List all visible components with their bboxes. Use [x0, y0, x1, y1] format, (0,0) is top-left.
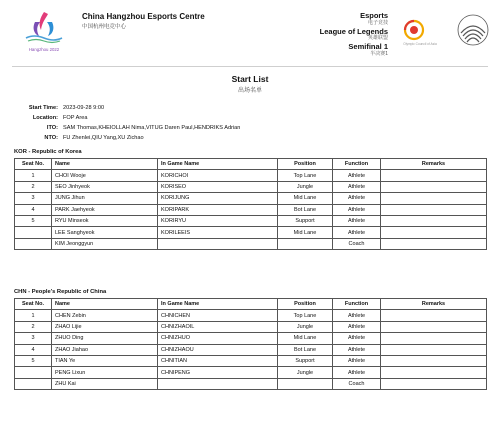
event-block: [320, 12, 388, 59]
position-cell: Bot Lane: [278, 344, 333, 355]
column-header-ign: In Game Name: [158, 159, 278, 170]
in-game-name-cell: KORILEEIS: [158, 227, 278, 238]
remarks-cell: [381, 238, 487, 249]
title-en: Start List: [231, 74, 269, 84]
name-cell: CHOI Wooje: [52, 170, 158, 181]
column-header-seat: Seat No.: [15, 159, 52, 170]
function-cell: Athlete: [333, 333, 381, 344]
seat-cell: 1: [15, 310, 52, 321]
info-value: SAM Thomas,KHEIOLLAH Nima,VITUG Daren Paul,HENDRIKS Adrian: [63, 125, 241, 131]
position-cell: [278, 238, 333, 249]
round-name-cn: 半决赛1: [370, 50, 388, 57]
name-cell: PARK Jaehyeok: [52, 204, 158, 215]
position-cell: Bot Lane: [278, 204, 333, 215]
table-row: [15, 204, 487, 215]
table-row: [15, 310, 487, 321]
sport-name: Esports: [360, 11, 388, 20]
position-cell: Jungle: [278, 367, 333, 378]
in-game-name-cell: KORIJUNG: [158, 193, 278, 204]
table-row: [15, 355, 487, 366]
in-game-name-cell: KORICHOI: [158, 170, 278, 181]
name-cell: ZHAO Lijie: [52, 321, 158, 332]
remarks-cell: [381, 333, 487, 344]
position-cell: Top Lane: [278, 310, 333, 321]
function-cell: Athlete: [333, 227, 381, 238]
name-cell: LEE Sanghyeok: [52, 227, 158, 238]
table-row: [15, 170, 487, 181]
info-value: FU Zhenlei,QIU Yang,XU Zichao: [63, 135, 144, 141]
function-cell: Athlete: [333, 321, 381, 332]
table-row: [15, 333, 487, 344]
info-label: ITO:: [46, 125, 58, 131]
in-game-name-cell: CHNICHEN: [158, 310, 278, 321]
position-cell: Mid Lane: [278, 193, 333, 204]
in-game-name-cell: CHNIZHUO: [158, 333, 278, 344]
position-cell: Jungle: [278, 181, 333, 192]
position-cell: Support: [278, 215, 333, 226]
column-header-name: Name: [52, 299, 158, 310]
position-cell: Mid Lane: [278, 333, 333, 344]
name-cell: ZHUO Ding: [52, 333, 158, 344]
table-row: [15, 378, 487, 389]
seat-cell: [15, 238, 52, 249]
sport-name-cn: 电子竞技: [367, 19, 388, 26]
info-row-location: [14, 113, 240, 123]
event-name: League of Legends: [319, 26, 388, 36]
remarks-cell: [381, 367, 487, 378]
column-header-remarks: Remarks: [381, 299, 487, 310]
venue-name-cn: 中国杭州电竞中心: [82, 24, 127, 30]
table-row: [15, 227, 487, 238]
table-row: [15, 344, 487, 355]
name-cell: KIM Jeonggyun: [52, 238, 158, 249]
table-row: [15, 215, 487, 226]
in-game-name-cell: CHNIPENG: [158, 367, 278, 378]
team-title-kor: KOR - Republic of Korea: [14, 149, 82, 155]
function-cell: Athlete: [333, 204, 381, 215]
column-header-function: Function: [333, 159, 381, 170]
in-game-name-cell: CHNITIAN: [158, 355, 278, 366]
seat-cell: 5: [15, 355, 52, 366]
remarks-cell: [381, 204, 487, 215]
team-title-chn: CHN - People's Republic of China: [14, 289, 107, 295]
name-cell: RYU Minseok: [52, 215, 158, 226]
position-cell: Jungle: [278, 321, 333, 332]
seat-cell: [15, 227, 52, 238]
table-row: [15, 181, 487, 192]
seat-cell: 3: [15, 333, 52, 344]
position-cell: Mid Lane: [278, 227, 333, 238]
olympic-council-logo: [394, 18, 446, 48]
in-game-name-cell: CHNIZHAOU: [158, 344, 278, 355]
remarks-cell: [381, 181, 487, 192]
name-cell: TIAN Ye: [52, 355, 158, 366]
column-header-position: Position: [278, 159, 333, 170]
position-cell: Top Lane: [278, 170, 333, 181]
seat-cell: 4: [15, 204, 52, 215]
info-label: Location:: [32, 115, 58, 121]
roster-table-chn: [14, 298, 487, 390]
table-row: [15, 238, 487, 249]
table-row: [15, 193, 487, 204]
function-cell: Athlete: [333, 310, 381, 321]
document-header: [0, 0, 500, 62]
position-cell: [278, 378, 333, 389]
info-label: Start Time:: [28, 105, 58, 111]
function-cell: Coach: [333, 238, 381, 249]
table-row: [15, 367, 487, 378]
in-game-name-cell: [158, 238, 278, 249]
remarks-cell: [381, 170, 487, 181]
header-divider: [12, 66, 488, 67]
in-game-name-cell: KORIPARK: [158, 204, 278, 215]
seat-cell: 1: [15, 170, 52, 181]
table-row: [15, 321, 487, 332]
column-header-function: Function: [333, 299, 381, 310]
column-header-remarks: Remarks: [381, 159, 487, 170]
seat-cell: 2: [15, 321, 52, 332]
roster-body: [15, 310, 487, 390]
seat-cell: 3: [15, 193, 52, 204]
remarks-cell: [381, 227, 487, 238]
svg-text:Olympic Council of Asia: Olympic Council of Asia: [403, 42, 437, 46]
asian-games-logo: [14, 8, 74, 54]
remarks-cell: [381, 215, 487, 226]
roster-body: [15, 170, 487, 250]
info-value: FOP Area: [63, 115, 88, 121]
roster-table-kor: [14, 158, 487, 250]
stadium-mark-icon: [456, 13, 490, 47]
event-info: [14, 103, 240, 143]
function-cell: Coach: [333, 378, 381, 389]
seat-cell: 5: [15, 215, 52, 226]
info-row-nto: [14, 133, 240, 143]
info-row-ito: [14, 123, 240, 133]
function-cell: Athlete: [333, 344, 381, 355]
name-cell: ZHAO Jiahao: [52, 344, 158, 355]
name-cell: CHEN Zebin: [52, 310, 158, 321]
name-cell: PENG Lixun: [52, 367, 158, 378]
remarks-cell: [381, 193, 487, 204]
column-header-seat: Seat No.: [15, 299, 52, 310]
seat-cell: [15, 378, 52, 389]
function-cell: Athlete: [333, 181, 381, 192]
venue-block: [82, 12, 205, 30]
name-cell: ZHU Kai: [52, 378, 158, 389]
remarks-cell: [381, 321, 487, 332]
function-cell: Athlete: [333, 193, 381, 204]
seat-cell: [15, 367, 52, 378]
table-header-row: [15, 299, 487, 310]
name-cell: SEO Jinhyeok: [52, 181, 158, 192]
info-row-start-time: [14, 103, 240, 113]
svg-text:Hangzhou 2022: Hangzhou 2022: [28, 47, 60, 52]
round-name: Semifinal 1: [348, 42, 388, 51]
title-cn: 出场名单: [237, 88, 262, 94]
in-game-name-cell: KORIRYU: [158, 215, 278, 226]
in-game-name-cell: KORISEO: [158, 181, 278, 192]
function-cell: Athlete: [333, 170, 381, 181]
column-header-name: Name: [52, 159, 158, 170]
column-header-position: Position: [278, 299, 333, 310]
remarks-cell: [381, 310, 487, 321]
remarks-cell: [381, 378, 487, 389]
event-name-cn: 英雄联盟: [367, 35, 388, 41]
remarks-cell: [381, 355, 487, 366]
in-game-name-cell: CHNIZHAOIL: [158, 321, 278, 332]
function-cell: Athlete: [333, 367, 381, 378]
seat-cell: 2: [15, 181, 52, 192]
name-cell: JUNG Jihun: [52, 193, 158, 204]
in-game-name-cell: [158, 378, 278, 389]
table-header-row: [15, 159, 487, 170]
document-title: [0, 74, 500, 94]
position-cell: Support: [278, 355, 333, 366]
seat-cell: 4: [15, 344, 52, 355]
column-header-ign: In Game Name: [158, 299, 278, 310]
function-cell: Athlete: [333, 355, 381, 366]
info-value: 2023-09-28 9:00: [63, 105, 105, 111]
info-label: NTO:: [44, 135, 58, 141]
remarks-cell: [381, 344, 487, 355]
function-cell: Athlete: [333, 215, 381, 226]
venue-name: China Hangzhou Esports Centre: [82, 12, 205, 21]
